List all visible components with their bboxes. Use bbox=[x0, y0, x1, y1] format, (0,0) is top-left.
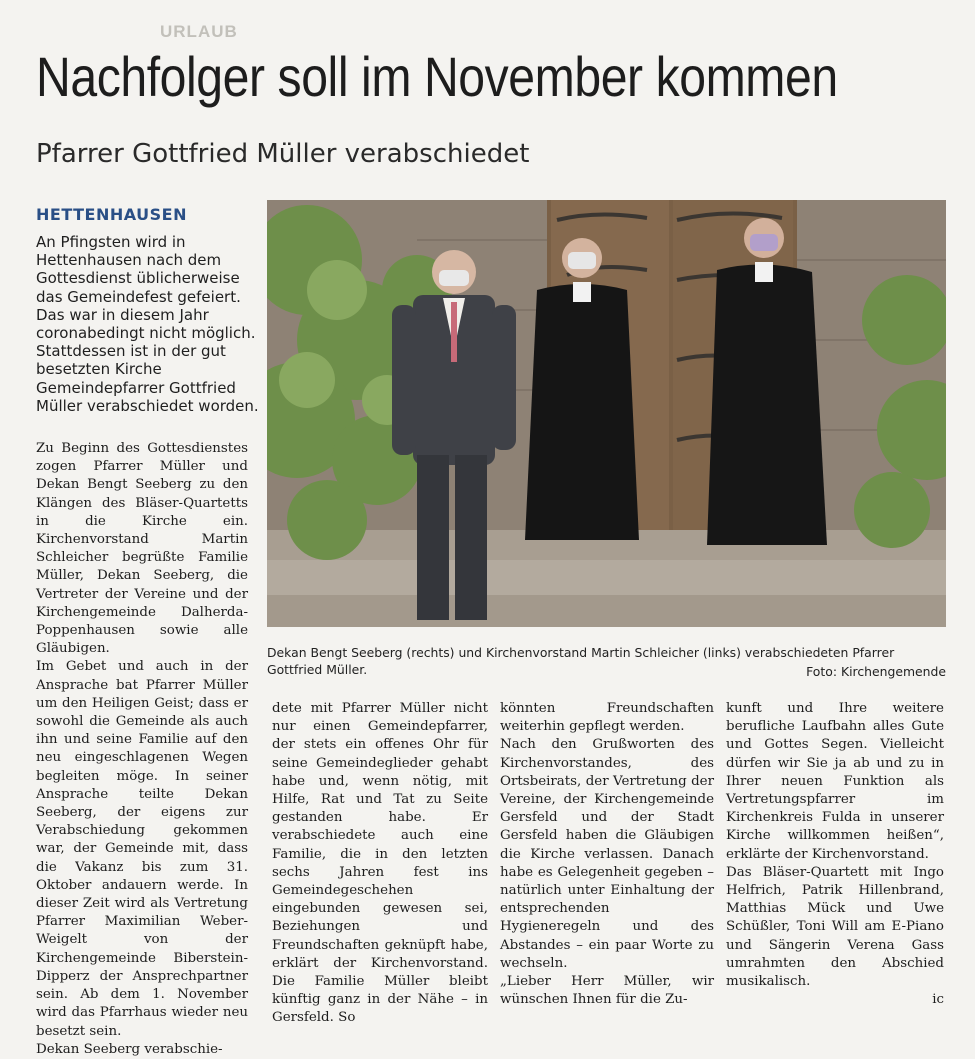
paragraph: Dekan Seeberg verabschie- bbox=[36, 1041, 223, 1057]
paragraph: dete mit Pfarrer Müller nicht nur einen Gemeindepfarrer, der stets ein offenes Ohr für seine Gemeindeglieder gehabt habe und, wenn nötig, mit Hilfe, Rat und Tat zu Seite gestanden habe. Er verabschiedete auch eine Familie, die in den letzten sechs Jahren fest ins Gemeindegeschehen eingebunden gewesen sei, Beziehungen und Freundschaften geknüpft habe, erklärt der Kirchenvorstand. Die Familie Müller bleibt künftig ganz in der Nähe – in Gersfeld. So bbox=[272, 701, 488, 1026]
author-signature: ic bbox=[932, 992, 944, 1008]
paragraph: „Lieber Herr Müller, wir wünschen Ihnen für die Zu- bbox=[500, 974, 714, 1008]
neighbor-heading: URLAUB bbox=[160, 22, 238, 41]
paragraph: Im Gebet und auch in der Ansprache bat Pfarrer Müller um den Heiligen Geist; dass er sowohl die Gemeinde als auch ihn und seine Familie auf den neu eingeschlagenen Wegen begleiten möge. In seiner Ansprache teilte Dekan Seeberg, der eigens zur Verabschiedung gekommen war, der Gemeinde mit, dass die Vakanz bis zum 31. Oktober andauern werde. In dieser Zeit wird als Vertretung Pfarrer Maximilian Weber-Weigelt von der Kirchengemeinde Biberstein-Dipperz der Ansprechpartner sein. Ab dem 1. November wird das Pfarrhaus wieder neu besetzt sein. bbox=[36, 659, 248, 1039]
paragraph: Nach den Grußworten des Kirchenvorstandes, des Ortsbeirats, der Vertretung der Vereine, der Kirchengemeinde Gersfeld und der Stadt Gersfeld haben die Gläubigen die Kirche verlassen. Danach habe es Gelegenheit gegeben – natürlich unter Einhaltung der entsprechenden Hygieneregeln und des Abstandes – ein paar Worte zu wechseln. bbox=[500, 737, 714, 971]
paragraph: Zu Beginn des Gottesdienstes zogen Pfarrer Müller und Dekan Bengt Seeberg zu den Klängen des Bläser-Quartetts in die Kirche ein. Kirchenvorstand Martin Schleicher begrüßte Familie Müller, Dekan Seeberg, die Vertreter der Vereine und der Kirchengemeinde Dalherda-Poppenhausen sowie alle Gläubigen. bbox=[36, 441, 248, 657]
photo-caption: Dekan Bengt Seeberg (rechts) und Kirchenvorstand Martin Schleicher (links) verabschiedeten Pfarrer Gottfried Müller. bbox=[267, 645, 895, 677]
article-column-1 bbox=[36, 440, 248, 1059]
subheadline: Pfarrer Gottfried Müller verabschiedet bbox=[36, 139, 530, 169]
lead-paragraph: An Pfingsten wird in Hettenhausen nach dem Gottesdienst üblicherweise das Gemeindefest gefeiert. Das war in diesem Jahr coronabedingt nicht möglich. Stattdessen ist in der gut besetzten Kirche Gemeindepfarrer Gottfried Müller verabschiedet worden. bbox=[36, 233, 259, 415]
article-photo bbox=[267, 200, 946, 627]
article-column-3 bbox=[500, 700, 714, 1009]
photo-credit: Foto: Kirchengemende bbox=[806, 664, 946, 679]
dateline: HETTENHAUSEN bbox=[36, 205, 187, 224]
paragraph: könnten Freundschaften weiterhin gepflegt werden. bbox=[500, 701, 714, 735]
article-column-4 bbox=[726, 700, 944, 1009]
photo-illustration bbox=[267, 200, 946, 627]
paragraph: kunft und Ihre weitere berufliche Laufbahn alles Gute und Gottes Segen. Vielleicht dürfen wir Sie ja ab und zu in Ihrer neuen Funktion als Vertretungspfarrer im Kirchenkreis Fulda in unserer Kirche willkommen heißen“, erklärte der Kirchenvorstand. bbox=[726, 701, 944, 862]
article-column-2 bbox=[272, 700, 488, 1028]
headline: Nachfolger soll im November kommen bbox=[36, 45, 838, 108]
paragraph: Das Bläser-Quartett mit Ingo Helfrich, Patrik Hillenbrand, Matthias Mück und Uwe Schüßler, Toni Will am E-Piano und Sängerin Verena Gass umrahmten den Abschied musikalisch. bbox=[726, 864, 944, 990]
